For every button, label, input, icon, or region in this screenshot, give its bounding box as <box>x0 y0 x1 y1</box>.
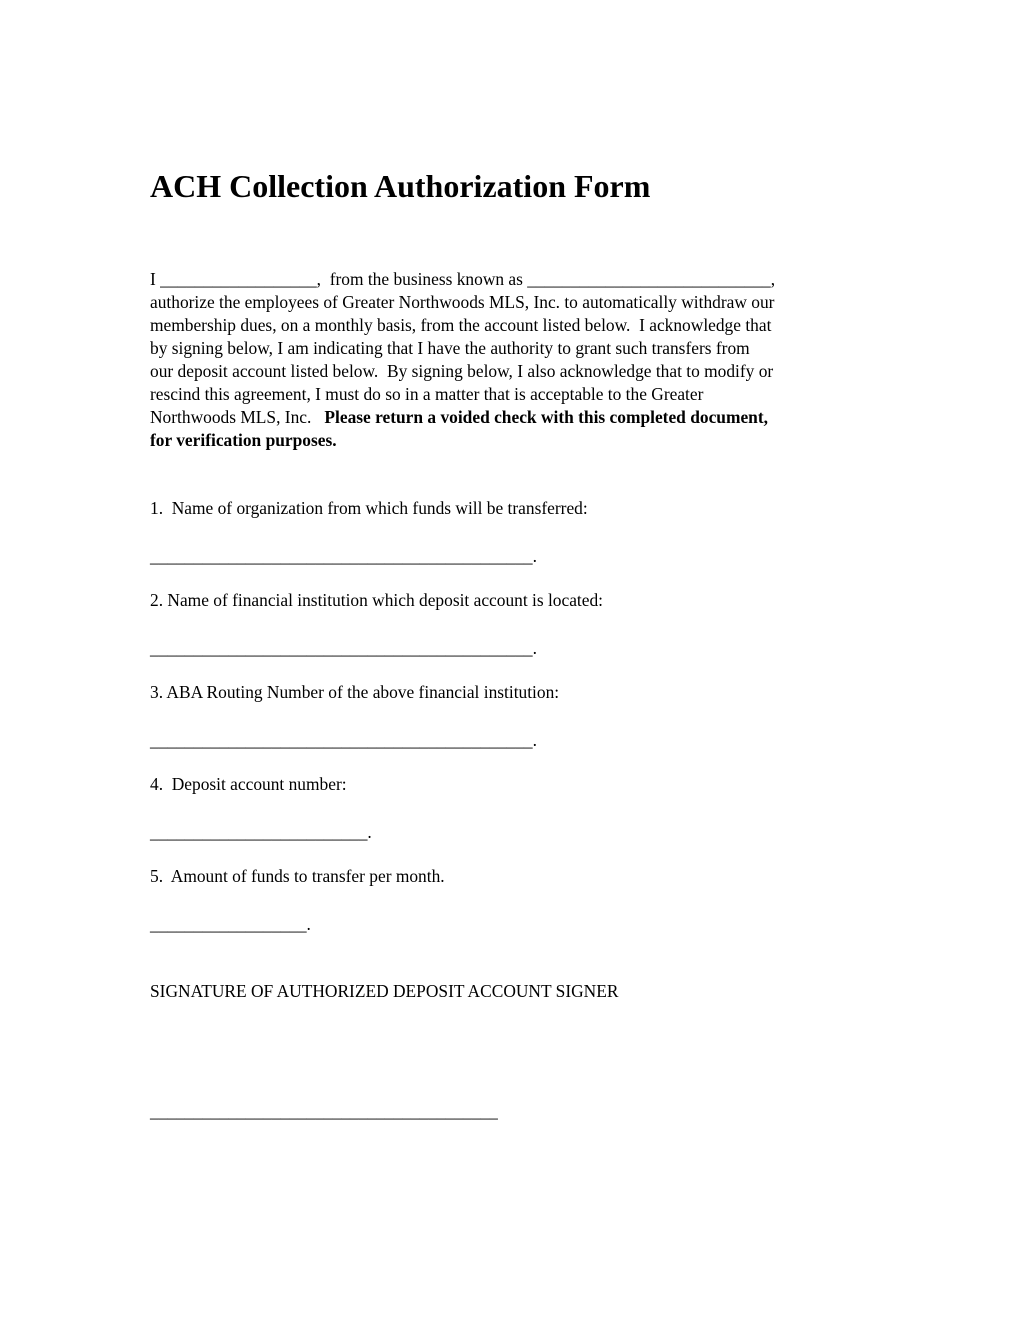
paragraph-line: I __________________, from the business known as ____________________________, <box>150 269 776 289</box>
paragraph-line: by signing below, I am indicating that I have the authority to grant such transfers from <box>150 338 750 358</box>
field-4-label: 4. Deposit account number: <box>150 774 347 794</box>
paragraph-line: authorize the employees of Greater Northwoods MLS, Inc. to automatically withdraw our <box>150 292 775 312</box>
field-1-blank[interactable]: ____________________________________________. <box>150 546 537 566</box>
field-3-label: 3. ABA Routing Number of the above financial institution: <box>150 682 560 702</box>
paragraph-line-mixed <box>150 406 890 429</box>
voided-check-instruction: Please return a voided check with this completed document, <box>324 407 768 427</box>
paragraph-text: Northwoods MLS, Inc. <box>150 407 325 427</box>
field-3-blank[interactable]: ____________________________________________. <box>150 730 537 750</box>
signature-line[interactable]: ________________________________________ <box>150 1101 498 1121</box>
paragraph-line: rescind this agreement, I must do so in a matter that is acceptable to the Greater <box>150 384 704 404</box>
form-title: ACH Collection Authorization Form <box>150 168 651 204</box>
paragraph-line <box>150 429 890 452</box>
authorization-paragraph <box>150 268 890 452</box>
signature-heading: SIGNATURE OF AUTHORIZED DEPOSIT ACCOUNT SIGNER <box>150 981 619 1001</box>
verification-instruction: for verification purposes. <box>150 430 337 450</box>
field-2-label: 2. Name of financial institution which deposit account is located: <box>150 590 604 610</box>
field-5-blank[interactable]: __________________. <box>150 914 311 934</box>
field-4-blank[interactable]: _________________________. <box>150 822 372 842</box>
field-2-blank[interactable]: ____________________________________________. <box>150 638 537 658</box>
paragraph-line: membership dues, on a monthly basis, from the account listed below. I acknowledge that <box>150 315 772 335</box>
paragraph-line: our deposit account listed below. By signing below, I also acknowledge that to modify or <box>150 361 774 381</box>
field-1-label: 1. Name of organization from which funds will be transferred: <box>150 498 588 518</box>
field-5-label: 5. Amount of funds to transfer per month. <box>150 866 445 886</box>
